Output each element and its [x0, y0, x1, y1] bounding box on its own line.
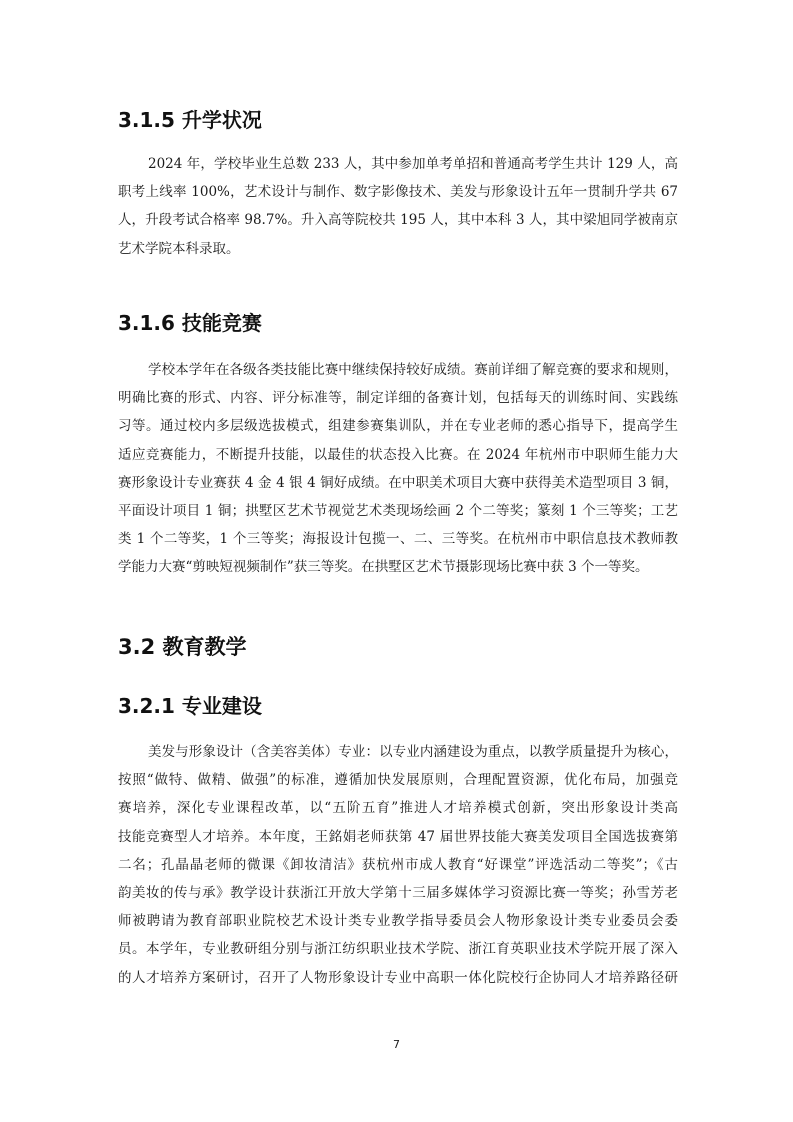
text-line: 明确比赛的形式、内容、评分标准等，制定详细的备赛计划，包括每天的训练时间、实践练	[118, 390, 678, 407]
text-line: 类 1 个二等奖，1 个三等奖；海报设计包揽一、二、三等奖。在杭州市中职信息技术教师教	[118, 531, 678, 548]
text-line: 师被聘请为教育部职业院校艺术设计类专业教学指导委员会人物形象设计类专业委员会委	[118, 913, 678, 930]
heading-3-2-1: 3.2.1 专业建设	[118, 694, 262, 718]
text-line: 学校本学年在各级各类技能比赛中继续保持较好成绩。赛前详细了解竞赛的要求和规则，	[148, 362, 678, 378]
text-line: 人，升段考试合格率 98.7%。升入高等院校共 195 人，其中本科 3 人，其中梁旭同学被南京	[118, 212, 678, 229]
text-line: 技能竞赛型人才培养。本年度，王銘娟老师获第 47 届世界技能大赛美发项目全国选拔赛第	[118, 828, 678, 845]
heading-3-2: 3.2 教育教学	[118, 635, 247, 659]
text-line: 韵美妆的传与承》教学设计获浙江开放大学第十三届多媒体学习资源比赛一等奖；孙雪芳老	[118, 884, 678, 901]
paragraph-3-1-6	[118, 356, 678, 582]
text-line: 按照“做特、做精、做强”的标准，遵循加快发展原则，合理配置资源，优化布局，加强竞	[118, 772, 678, 789]
text-line: 美发与形象设计（含美容美体）专业：以专业内涵建设为重点，以教学质量提升为核心，	[148, 744, 678, 760]
text-line: 的人才培养方案研讨，召开了人物形象设计专业中高职一体化院校行企协同人才培养路径研	[118, 969, 678, 986]
text-line: 艺术学院本科录取。	[118, 240, 240, 257]
text-line: 赛培养，深化专业课程改革，以“五阶五育”推进人才培养模式创新，突出形象设计类高	[118, 800, 678, 817]
heading-3-1-5: 3.1.5 升学状况	[118, 108, 262, 132]
text-line: 学能力大赛“剪映短视频制作”获三等奖。在拱墅区艺术节摄影现场比赛中获 3 个一等奖。	[118, 559, 649, 576]
text-line: 平面设计项目 1 铜；拱墅区艺术节视觉艺术类现场绘画 2 个二等奖；篆刻 1 个三等奖；工艺	[118, 502, 678, 519]
text-line: 赛形象设计专业赛获 4 金 4 银 4 铜好成绩。在中职美术项目大赛中获得美术造型项目 3 铜，	[118, 474, 678, 491]
page-number: 7	[393, 1038, 400, 1051]
paragraph-3-2-1	[118, 738, 678, 992]
text-line: 二名；孔晶晶老师的微课《卸妆清洁》获杭州市成人教育“好课堂”评选活动二等奖”；《古	[118, 856, 678, 873]
text-line: 适应竞赛能力，不断提升技能，以最佳的状态投入比赛。在 2024 年杭州市中职师生能力大	[118, 446, 678, 463]
heading-3-1-6: 3.1.6 技能竞赛	[118, 311, 262, 335]
text-line: 职考上线率 100%，艺术设计与制作、数字影像技术、美发与形象设计五年一贯制升学共 67	[118, 184, 678, 201]
text-line: 习等。通过校内多层级选拔模式，组建参赛集训队，并在专业老师的悉心指导下，提高学生	[118, 418, 678, 435]
text-line: 2024 年，学校毕业生总数 233 人，其中参加单考单招和普通高考学生共计 129 人，高	[148, 156, 678, 172]
paragraph-3-1-5	[118, 150, 678, 263]
text-line: 员。本学年，专业教研组分别与浙江纺织职业技术学院、浙江育英职业技术学院开展了深入	[118, 941, 678, 958]
